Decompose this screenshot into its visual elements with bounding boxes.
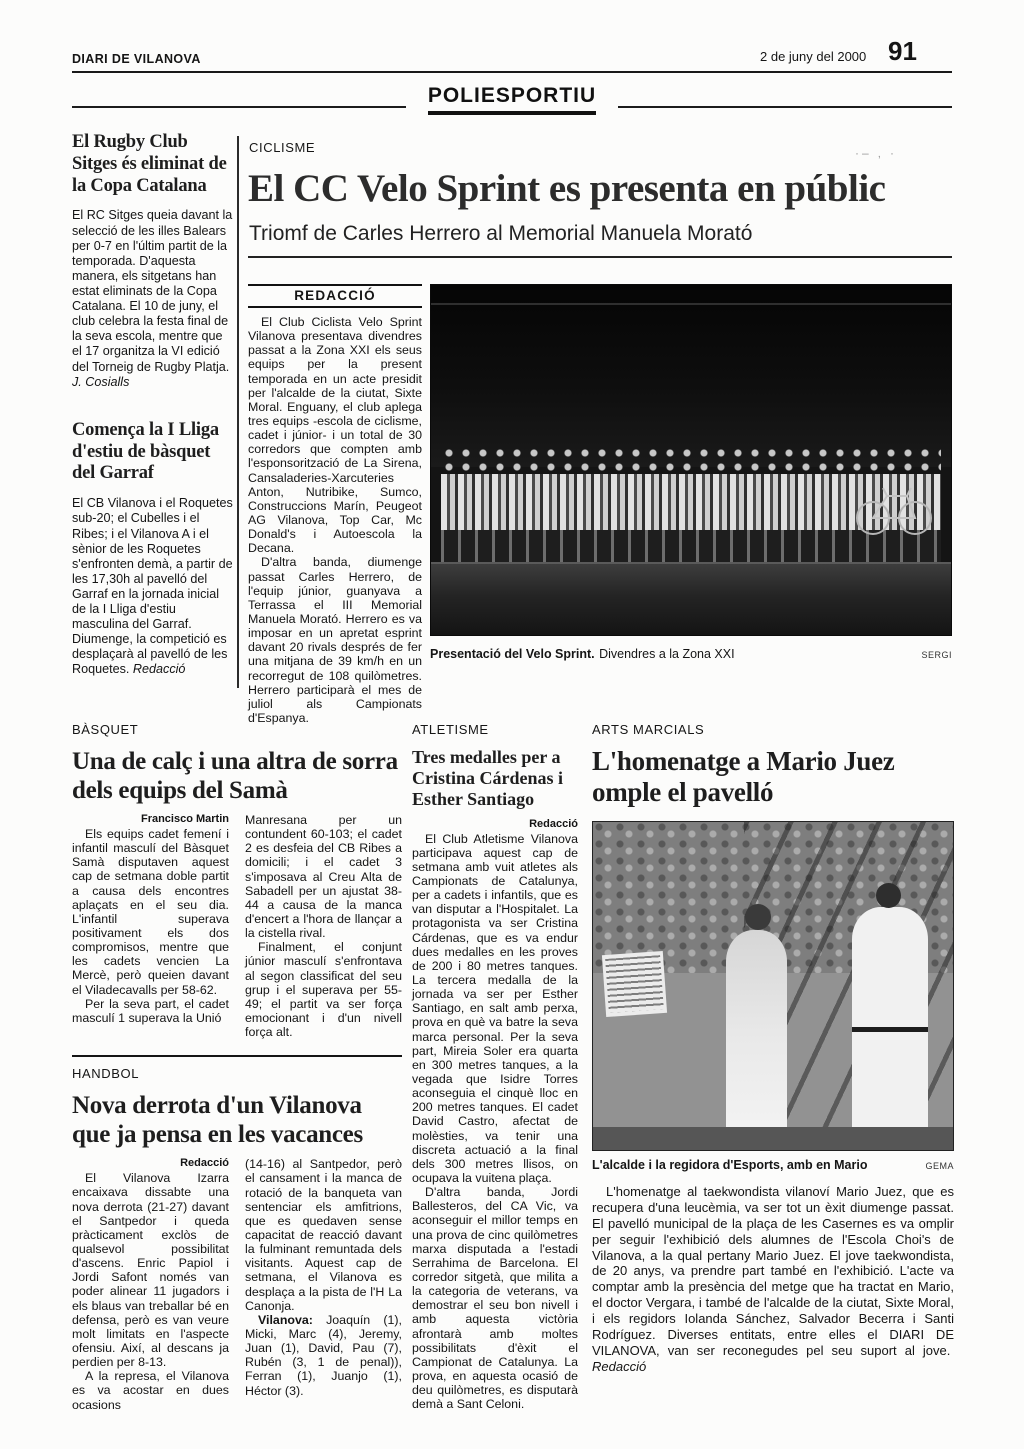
arts-marcials-body [592, 1184, 954, 1374]
arts-marcials-signature: Redacció [592, 1358, 647, 1374]
ciclisme-subhead: Triomf de Carles Herrero al Memorial Manuela Morató [249, 222, 753, 245]
photo-figure-taekwondista [852, 907, 928, 1137]
brief-lliga [72, 420, 234, 678]
caption-lead: L'alcalde i la regidora d'Esports, amb en Mario [592, 1158, 868, 1173]
photo-people-heads [441, 446, 940, 474]
brief-lliga-title: Comença la I Lliga d'estiu de bàsquet del Garraf [72, 419, 219, 484]
basquet-paragraph: Els equips cadet femení i infantil masculí del Bàsquet Samà disputaven aquest cap de setmana doble partit a causa dels encontres aplaçats en el seu dia. L'infantil superava positivament els dos compromisos, mentre que les cadets vencien La Mercè, però queien davant el Viladecavalls per 58-62. [72, 827, 229, 997]
basquet-byline: Francisco Martin [140, 813, 229, 825]
ciclisme-paragraph: El Club Ciclista Velo Sprint Vilanova presentava divendres passat a la Zona XXI els seus equips per la present temporada en un acte presidit per l'alcalde de la ciutat, Sixte Moral. Enguany, el club aplega tres equips -escola de ciclisme, cadet i júnior- i un total de 30 corredors que compten amb l'esponsorització de La Sirena, Cansaladeries-Xarcuteries Anton, Nutribike, Sumco, Construccions Marín, Peugeot AG Vilanova, Top Car, Mc Donald's i Autoescola la Decana. [248, 315, 422, 556]
photo-credit: GEMA [925, 1161, 954, 1172]
brief-lliga-text: El CB Vilanova i el Roquetes sub-20; el Cubelles i el Ribes; i el Vilanova A i el sènior de les Roquetes s'enfronten demà, a partir de les 17,30h al pavelló del Garraf en la jornada inicial de la I Lliga d'estiu masculina del Garraf. Diumenge, la competició es desplaçarà al pavelló de les Roquetes. [72, 496, 233, 677]
masthead-rule [72, 71, 952, 73]
handbol-team-list: Joaquín (1), Micki, Marc (4), Jeremy, Juan (1), David, Pau (7), Rubén (3, 1 de penal)), Ferran (1), Juanjo (1), Héctor (3). [245, 1312, 402, 1398]
handbol-paragraph: A la represa, el Vilanova es va acostar en dues ocasions [72, 1369, 229, 1412]
handbol-columns [72, 1157, 402, 1411]
handbol-byline: Redacció [180, 1157, 229, 1170]
arts-marcials-photo [592, 821, 954, 1151]
banner-underline [428, 111, 596, 115]
scan-artifact: ·– ‚ · [855, 146, 897, 160]
basquet-columns [72, 813, 402, 1039]
arts-marcials-kicker: ARTS MARCIALS [592, 722, 705, 737]
basquet-paragraph: Per la seva part, el cadet masculí 1 superava la Unió [72, 996, 229, 1025]
page-number: 91 [888, 36, 917, 66]
handbol-divider [72, 1055, 402, 1057]
brief-rugby-body [72, 208, 234, 389]
photo-sign-text [605, 955, 664, 1013]
ciclisme-kicker: CICLISME [249, 140, 316, 155]
photo-curtain [431, 285, 951, 467]
atletisme-byline: Redacció [529, 817, 578, 830]
handbol-col-2 [245, 1157, 402, 1411]
atletisme-headline: Tres medalles per a Cristina Cárdenas i Esther Santiago [412, 747, 564, 809]
handbol-paragraph: El Vilanova Izarra encaixava dissabte una nova derrota (21-27) davant el Santpedor i queda pràcticament exclòs de qualsevol possibilitat d'ascens. Enric Papiol i Jordi Safont només van poder alinear 11 jugadors i els blaus van treballar bé en defensa, però es van veure molt limitats en l'aspecte ofensiu. Així, al descans ja perdien per 8-13. [72, 1171, 229, 1370]
newspaper-name: DIARI DE VILANOVA [72, 52, 201, 66]
headline-rule [248, 256, 952, 258]
brief-rugby-text: El RC Sitges queia davant la selecció de les illes Balears per 0-7 en l'últim partit de la temporada. D'aquesta manera, els sitgetans han estat eliminats de la Copa Catalana. El 10 de juny, el club celebra la festa final de la seva escola, mentre que el 17 organitza la VI edició del Torneig de Rugby Platja. [72, 208, 233, 374]
photo-truss [431, 303, 951, 305]
section-banner [72, 84, 952, 115]
arts-marcials-caption [592, 1158, 954, 1172]
caption-detail: Divendres a la Zona XXI [599, 647, 735, 661]
section-title-wrap [406, 84, 618, 115]
atletisme-section [412, 722, 578, 1411]
atletisme-paragraph: El Club Atletisme Vilanova participava aquest cap de setmana amb vuit atletes als Campionats de Catalunya, per a cadets i infantils, que es van disputar a l'Hospitalet. La protagonista va ser Cristina Cárdenas, que es va endur dues medalles en les proves de 200 i 80 metres tanques. La tercera medalla de la jornada va ser per Esther Santiago, en salt amb perxa, prova en què va batre la seva marca personal. Per la seva part, Mireia Soler era quarta en 300 metres tanques, a la vegada que Isidre Torres aconseguia el cinquè lloc en 200 metres tanques. El cadet David Castro, afectat de molèsties, va tenir una discreta actuació a la final dels 300 metres llisos, on ocupava la vuitena plaça. [412, 831, 578, 1185]
sidebar-briefs [72, 132, 234, 678]
handbol-headline: Nova derrota d'un Vilanova que ja pensa en les vacances [72, 1092, 363, 1148]
banner-line-right [618, 106, 952, 108]
banner-line-left [72, 106, 406, 108]
brief-lliga-signature: Redacció [132, 662, 186, 677]
photo-sign [602, 951, 667, 1017]
ciclisme-text-column [248, 284, 422, 725]
edition-date: 2 de juny del 2000 [760, 49, 867, 64]
basquet-paragraph: Finalment, el conjunt júnior masculí s'enfrontava al segon classificat del seu grup i el superava per 55-49; el partit va ser força emocionant i d'un nivell força alt. [245, 940, 402, 1040]
photo-belt [852, 1027, 928, 1032]
atletisme-paragraph: D'altra banda, Jordi Ballesteros, del CA Vic, va aconseguir el millor temps en una prova de cinc quilòmetres marxa disputada a l'estadi Serrahima de Barcelona. El corredor sitgetà, que milita a la categoria de veterans, va demostrar el seu bon nivell i amb aquesta victòria afrontarà amb moltes possibilitats d'èxit el Campionat de Catalunya. La prova, en aquesta ocasió de deu quilòmetres, es disputarà demà a Sant Celoni. [412, 1185, 578, 1412]
arts-marcials-text: L'homenatge al taekwondista vilanoví Mario Juez, que es recupera d'una leucèmia, va ser tot un èxit diumenge passat. El pavelló municipal de la plaça de les Casernes es va omplir per seguir l'exhibició dels alumnes de l'Escola Choi's de Vilanova, a la qual pertany Mario Juez. El jove taekwondista, de 20 anys, va prendre part també en l'exhibició. L'acte va comptar amb la presència del metge que ha tractat en Mario, el doctor Vergara, i també de l'alcalde de la ciutat, Sixte Moral, i els regidors Iolanda Sánchez, Salvador Becerra i Santi Rodríguez. Diverses entitats, entre elles el DIARI DE VILANOVA, van ser reconegudes pel seu suport al jove. [592, 1184, 954, 1358]
basquet-col-2 [245, 813, 402, 1039]
brief-lliga-body [72, 496, 234, 677]
basquet-kicker: BÀSQUET [72, 722, 139, 737]
handbol-kicker: HANDBOL [72, 1066, 140, 1082]
arts-marcials-section [592, 722, 954, 1374]
basquet-headline: Una de calç i una altra de sorra dels equips del Samà [72, 748, 398, 804]
basquet-col-1 [72, 813, 229, 1039]
arts-marcials-headline: L'homenatge a Mario Juez omple el pavelló [592, 746, 895, 808]
ciclisme-caption [430, 645, 952, 663]
ciclisme-paragraph: D'altra banda, diumenge passat Carles Herrero, de l'equip júnior, guanyava a Terrassa el III Memorial Manuela Morató. Herrero es va imposar en un apretat esprint davant 20 rivals després de fer una mitjana de 39 km/h en un recorregut de 108 quilòmetres. Herrero participarà el mes de juliol als Campionats d'Espanya. [248, 555, 422, 725]
basquet-handbol-section [72, 722, 402, 1412]
handbol-col-1 [72, 1157, 229, 1411]
photo-figure-regidora [726, 930, 787, 1127]
bicycle-icon [853, 478, 937, 538]
handbol-team-name: Vilanova: [258, 1312, 313, 1327]
photo-credit: SERGI [921, 650, 952, 660]
brief-rugby-title: El Rugby Club Sitges és eliminat de la Copa Catalana [72, 132, 227, 196]
brief-rugby-signature: J. Cosialls [72, 374, 130, 389]
ciclisme-caption-text [430, 645, 735, 663]
ciclisme-headline: El CC Velo Sprint es presenta en públic [248, 167, 886, 210]
column-divider [237, 136, 239, 688]
atletisme-kicker: ATLETISME [412, 722, 489, 737]
photo-stage-floor [431, 562, 951, 636]
section-title: POLIESPORTIU [427, 84, 597, 107]
redaccio-box: REDACCIÓ [248, 284, 422, 308]
basquet-paragraph: Manresana per un contundent 60-103; el cadet 2 es desfeia del CB Ribes a domicili; i el cadet 3 s'imposava al Creu Alta de Sabadell per un ajustat 38-44 a causa de la manca d'encert a l'hora de llançar a la cistella rival. [245, 813, 402, 941]
brief-rugby [72, 132, 234, 390]
ciclisme-photo [430, 284, 952, 636]
photo-floor [593, 1127, 953, 1150]
caption-lead: Presentació del Velo Sprint. [430, 647, 595, 661]
handbol-lineup [245, 1313, 402, 1398]
handbol-paragraph: (14-16) al Santpedor, però el cansament i la manca de rotació de la banqueta van sentenciar els amfitrions, que es quedaven sense capacitat de reacció davant la fulminant remuntada dels visitants. Aquest cap de setmana, el Vilanova es desplaça a la pista de l'H La Canonja. [245, 1157, 402, 1313]
